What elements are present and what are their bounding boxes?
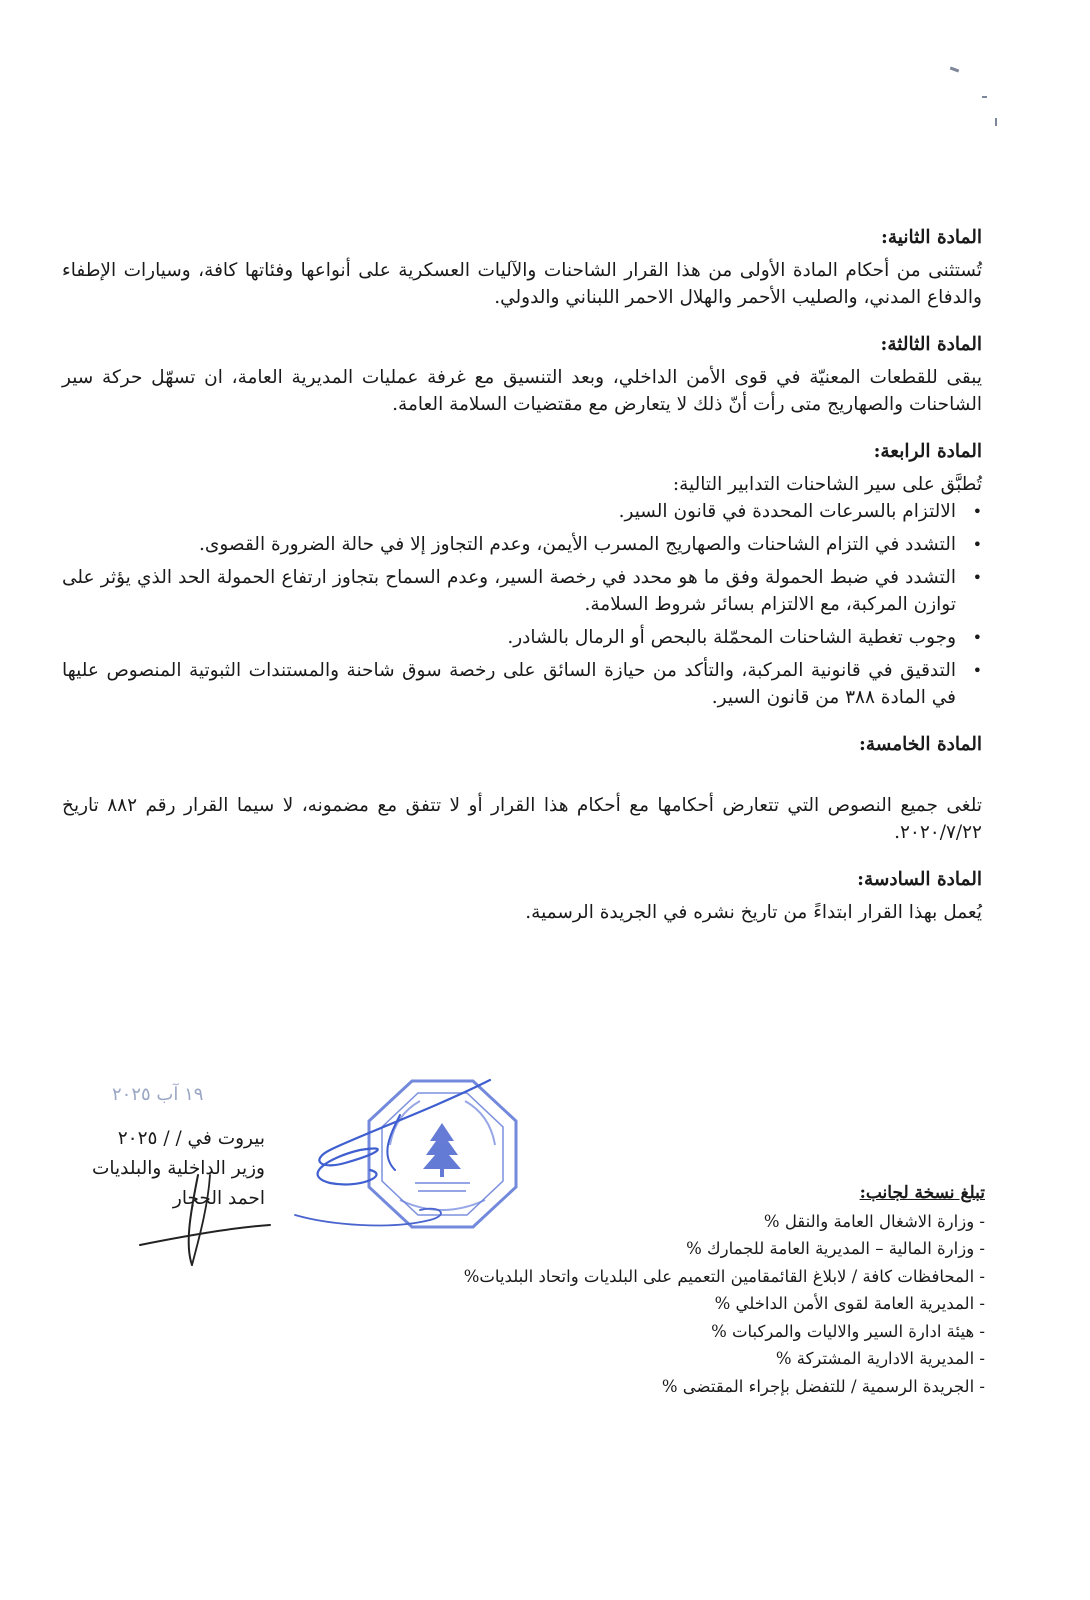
minister-title: وزير الداخلية والبلديات (91, 1158, 265, 1179)
article-text: تلغى جميع النصوص التي تتعارض أحكامها مع أحكام هذا القرار أو لا تتفق مع مضمونه، لا سيما القرار رقم ٨٨٢ تاريخ ٢٠٢٠/٧/٢٢. (62, 795, 982, 843)
article-title: المادة الثالثة: (880, 334, 982, 355)
stamp-date: ١٩ آب ٢٠٢٥ (112, 1084, 204, 1105)
article-title: المادة الثانية: (881, 227, 982, 248)
article-text: تُستثنى من أحكام المادة الأولى من هذا القرار الشاحنات والآليات العسكرية على أنواعها وفئاتها كافة، وسيارات الإطفاء والدفاع المدني، والصليب الأحمر والهلال الاحمر اللبناني والدولي. (62, 260, 982, 308)
minister-name: احمد الحجار (172, 1188, 265, 1209)
article-text: يبقى للقطعات المعنيّة في قوى الأمن الداخلي، وبعد التنسيق مع غرفة عمليات المديرية العامة، ان تسهّل حركة سير الشاحنات والصهاريج متى رأت أنّ ذلك لا يتعارض مع مقتضيات السلامة العامة. (62, 367, 982, 415)
distribution-list (400, 1208, 985, 1401)
list-item: • التدقيق في قانونية المركبة، والتأكد من حيازة السائق على رخصة سوق شاحنة والمستندات الثبوتية المنصوص عليها في المادة ٣٨٨ من قانون السير. (62, 657, 956, 711)
place-date: بيروت في / / ٢٠٢٥ (117, 1128, 265, 1149)
distribution-section (400, 1180, 985, 1400)
list-item: • وجوب تغطية الشاحنات المحمّلة بالبحص أو الرمال بالشادر. (62, 624, 956, 651)
article-4 (62, 438, 982, 711)
list-item: - المديرية العامة لقوى الأمن الداخلي % (400, 1290, 985, 1318)
scan-speck (982, 96, 987, 98)
measures-list (62, 498, 982, 711)
article-5 (62, 731, 982, 846)
list-item: • الالتزام بالسرعات المحددة في قانون السير. (62, 498, 956, 525)
list-item: - المحافظات كافة / لابلاغ القائمقامين التعميم على البلديات واتحاد البلديات% (400, 1263, 985, 1291)
list-item: - المديرية الادارية المشتركة % (400, 1345, 985, 1373)
article-3 (62, 331, 982, 418)
article-text: يُعمل بهذا القرار ابتداءً من تاريخ نشره في الجريدة الرسمية. (525, 902, 982, 923)
scan-speck (950, 67, 959, 73)
article-intro: تُطبَّق على سير الشاحنات التدابير التالية: (672, 474, 982, 495)
document-body (62, 224, 982, 946)
list-item: - وزارة المالية – المديرية العامة للجمارك % (400, 1235, 985, 1263)
list-item: - هيئة ادارة السير والاليات والمركبات % (400, 1318, 985, 1346)
article-title: المادة السادسة: (857, 869, 982, 890)
article-title: المادة الرابعة: (873, 441, 982, 462)
article-2 (62, 224, 982, 311)
distribution-title: تبلغ نسخة لجانب: (859, 1183, 985, 1203)
list-item: • التشدد في ضبط الحمولة وفق ما هو محدد في رخصة السير، وعدم السماح بتجاوز ارتفاع الحمولة الحد الذي يؤثر على توازن المركبة، مع الالتزام بسائر شروط السلامة. (62, 564, 956, 618)
list-item: - الجريدة الرسمية / للتفضل بإجراء المقتضى % (400, 1373, 985, 1401)
list-item: • التشدد في التزام الشاحنات والصهاريج المسرب الأيمن، وعدم التجاوز إلا في حالة الضرورة القصوى. (62, 531, 956, 558)
article-6 (62, 866, 982, 926)
article-title: المادة الخامسة: (859, 734, 982, 755)
list-item: - وزارة الاشغال العامة والنقل % (400, 1208, 985, 1236)
scan-speck (995, 118, 997, 126)
